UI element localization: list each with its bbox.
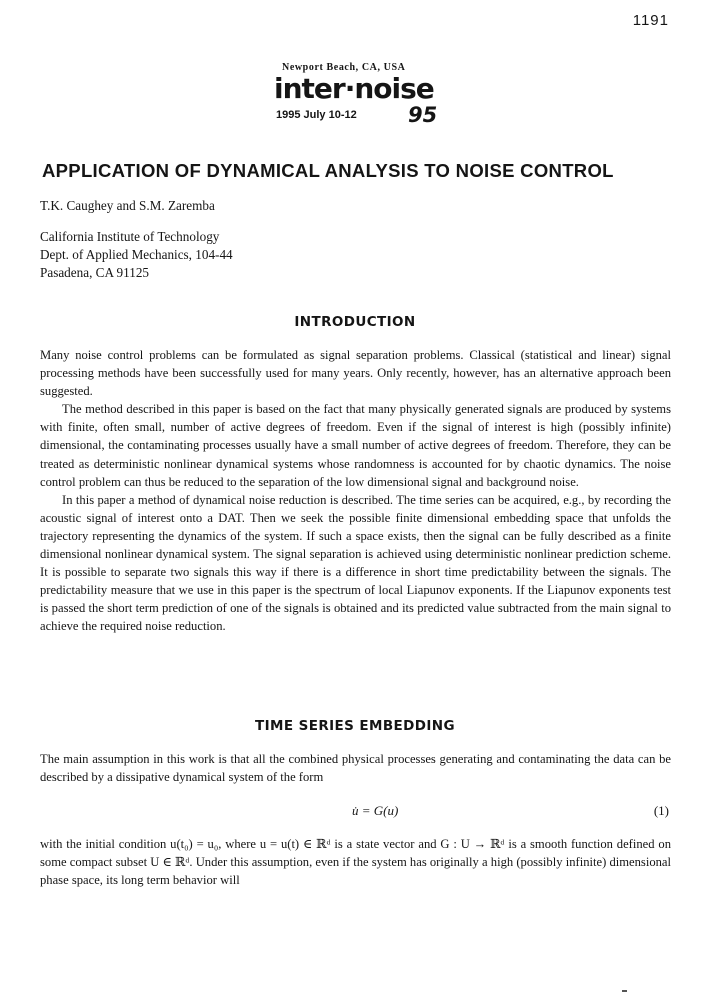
section-heading-embedding: TIME SERIES EMBEDDING xyxy=(255,718,455,734)
affiliation-line: Pasadena, CA 91125 xyxy=(40,265,150,280)
paragraph: Many noise control problems can be formulated as signal separation problems. Classical (statistical and linear) signal processing methods have been successfully used for many years. Only recently, however, has an alternative approach been suggested. xyxy=(40,348,671,399)
paragraph: with the initial condition u(t₀) = u₀, where u = u(t) ∈ ℝᵈ is a state vector and G : U → ℝᵈ is a smooth function defined on some compact subset U ∈ ℝᵈ. Under this assumption, even if the system has originally a high (possibly infinite) dimensional phase space, its long term behavior will xyxy=(40,837,671,888)
conference-year: 95 xyxy=(408,103,438,127)
author-list: T.K. Caughey and S.M. Zaremba xyxy=(40,198,215,213)
section-heading-introduction: INTRODUCTION xyxy=(294,314,416,330)
equation-number: (1) xyxy=(653,803,669,818)
affiliation-line: Dept. of Applied Mechanics, 104-44 xyxy=(40,247,233,262)
conference-venue: Newport Beach, CA, USA xyxy=(282,62,406,73)
affiliation-block xyxy=(40,228,670,282)
affiliation-line: California Institute of Technology xyxy=(40,229,220,244)
page-number: 1191 xyxy=(632,12,669,29)
paragraph: The method described in this paper is based on the fact that many physically generated signals are produced by systems with finite, often small, number of active degrees of freedom. Even if the signal of interest is high (possibly infinite) dimensional, the contaminating processes usually have a small number of active degrees of freedom. Therefore, they can be treated as deterministic nonlinear dynamical systems whose randomness is accounted for by chaotic dynamics. The noise control problem can thus be reduced to the separation of the low dimensional signal and background noise. xyxy=(40,402,671,489)
conference-dates: 1995 July 10-12 xyxy=(276,109,357,121)
scan-mark xyxy=(622,990,627,992)
conference-logo: inter·noise xyxy=(274,72,434,105)
paper-title: APPLICATION OF DYNAMICAL ANALYSIS TO NOISE CONTROL xyxy=(42,160,614,181)
embedding-body xyxy=(40,750,671,786)
introduction-body xyxy=(40,346,671,636)
paragraph: The main assumption in this work is that all the combined physical processes generating and contaminating the data can be described by a dissipative dynamical system of the form xyxy=(40,752,671,785)
embedding-body-continued xyxy=(40,835,671,889)
paragraph: In this paper a method of dynamical noise reduction is described. The time series can be acquired, e.g., by recording the acoustic signal of interest onto a DAT. Then we seek the possible finite dimensional embedding space that unfolds the trajectory representing the dynamics of the system. If such a space exists, then the signal can be fully described as a finite dimensional nonlinear dynamical system. The signal separation is achieved using deterministic nonlinear prediction scheme. It is possible to separate two signals this way if there is a difference in short time predictability between the signals. The predictability measure that we use in this paper is the spectrum of local Liapunov exponents. If the Liapunov exponents test is passed the short term prediction of one of the signals is obtained and its predicted value subtracted from the main signal to achieve the required noise reduction. xyxy=(40,492,671,634)
equation: u̇ = G(u) xyxy=(352,803,399,818)
